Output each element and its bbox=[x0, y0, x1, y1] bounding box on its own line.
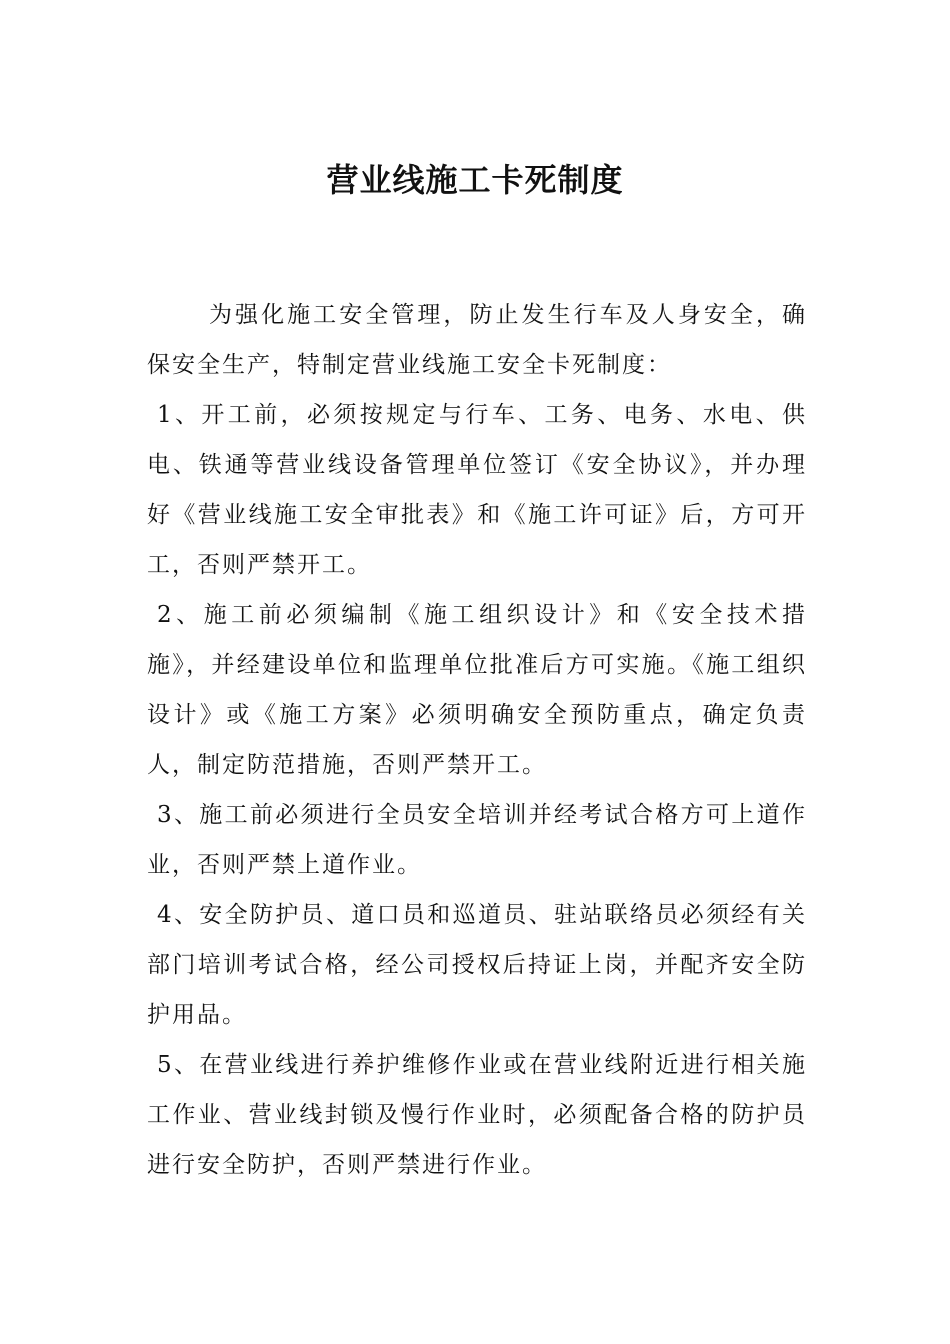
rule-paragraph-3: 3、施工前必须进行全员安全培训并经考试合格方可上道作业，否则严禁上道作业。 bbox=[147, 802, 807, 878]
document-title: 营业线施工卡死制度 bbox=[326, 161, 624, 199]
intro-paragraph: 为强化施工安全管理，防止发生行车及人身安全，确保安全生产，特制定营业线施工安全卡死制度： bbox=[147, 302, 807, 378]
rule-paragraph-5: 5、在营业线进行养护维修作业或在营业线附近进行相关施工作业、营业线封锁及慢行作业时，必须配备合格的防护员进行安全防护，否则严禁进行作业。 bbox=[147, 1052, 807, 1178]
rule-paragraph-1: 1、开工前，必须按规定与行车、工务、电务、水电、供电、铁通等营业线设备管理单位签订《安全协议》，并办理好《营业线施工安全审批表》和《施工许可证》后，方可开工，否则严禁开工。 bbox=[147, 402, 807, 578]
rule-paragraph-2: 2、施工前必须编制《施工组织设计》和《安全技术措施》，并经建设单位和监理单位批准后方可实施。《施工组织设计》或《施工方案》必须明确安全预防重点，确定负责人，制定防范措施，否则严禁开工。 bbox=[147, 602, 807, 778]
document-body bbox=[147, 290, 807, 1190]
rule-paragraph-4: 4、安全防护员、道口员和巡道员、驻站联络员必须经有关部门培训考试合格，经公司授权后持证上岗，并配齐安全防护用品。 bbox=[147, 902, 807, 1028]
